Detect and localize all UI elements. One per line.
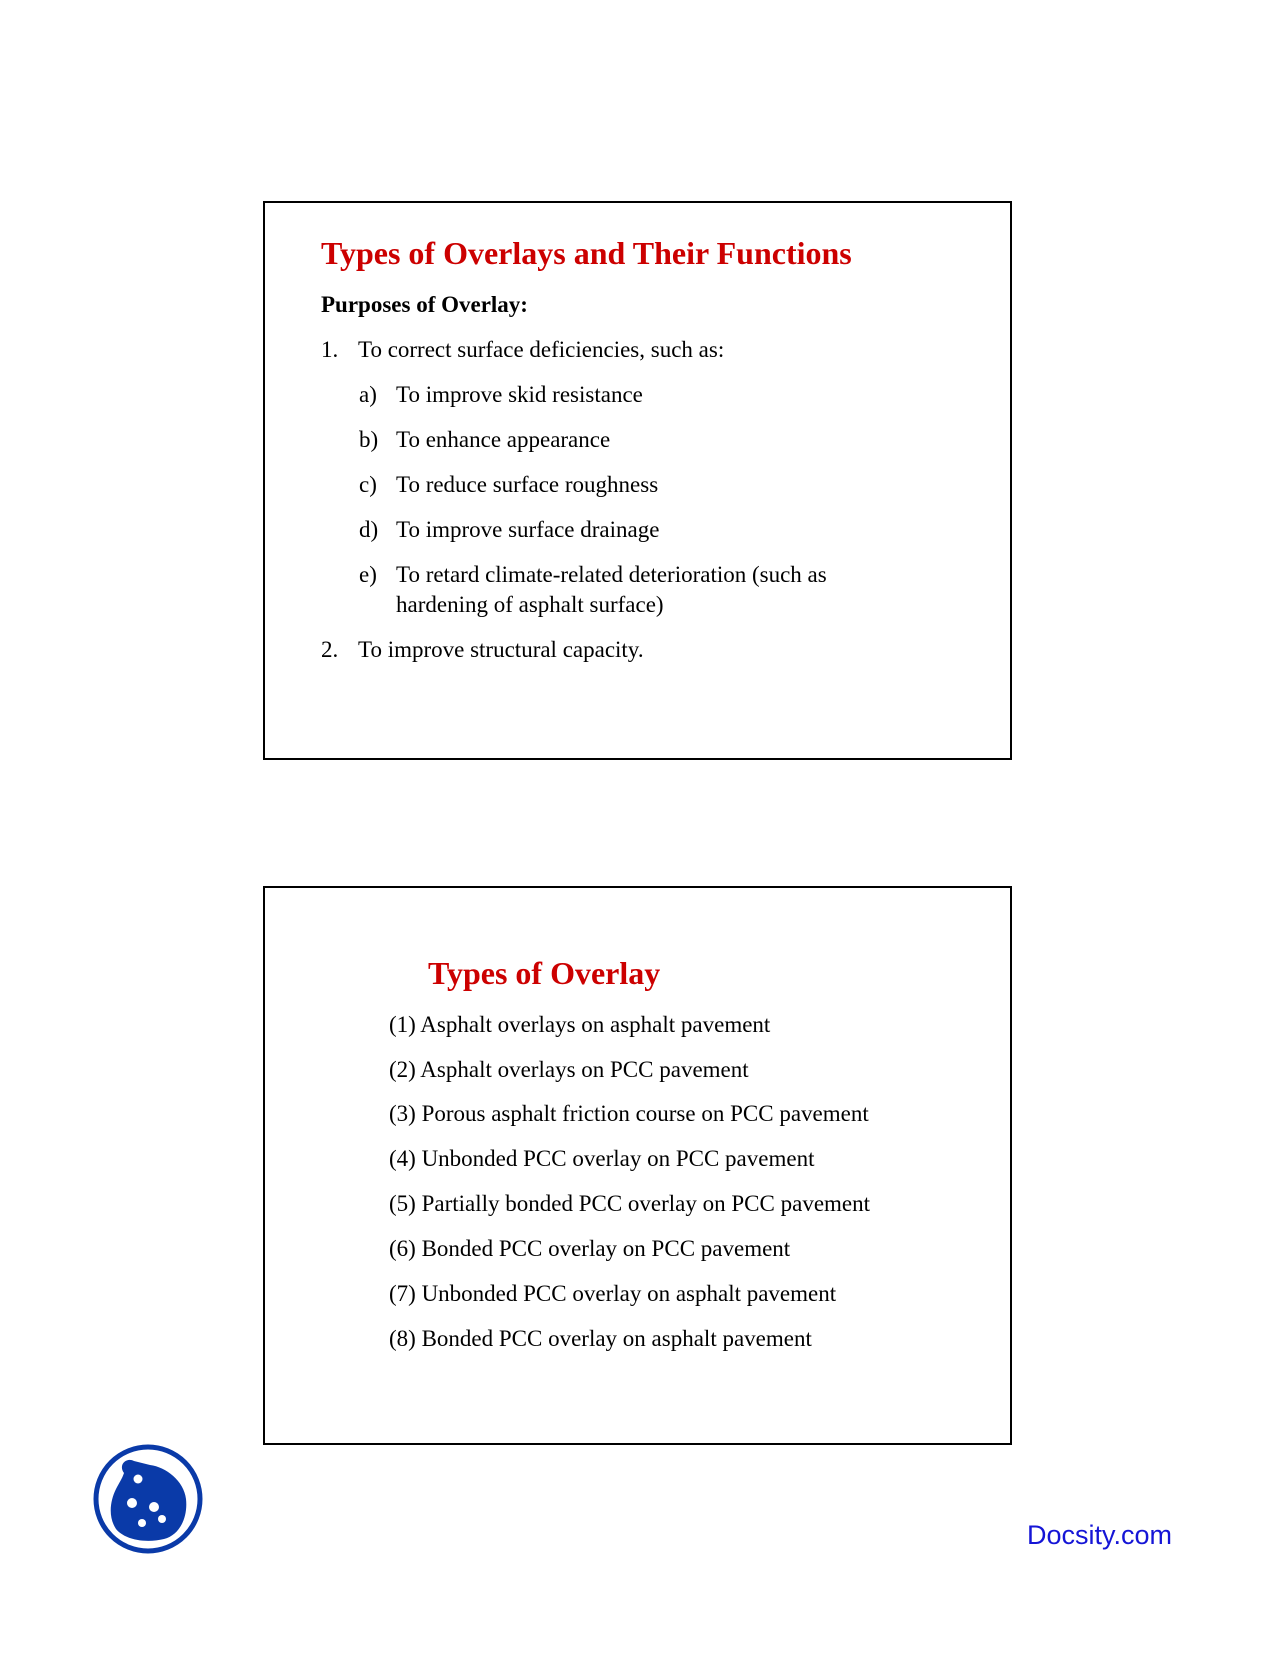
slide-title: Types of Overlays and Their Functions bbox=[321, 235, 852, 271]
purposes-heading: Purposes of Overlay: bbox=[321, 292, 528, 317]
list-text: To reduce surface roughness bbox=[396, 472, 659, 497]
list-item: (1) Asphalt overlays on asphalt pavement bbox=[389, 1012, 771, 1037]
list-item: (4) Unbonded PCC overlay on PCC pavement bbox=[389, 1146, 815, 1171]
slide-overlay-functions bbox=[263, 201, 1012, 760]
list-item bbox=[321, 635, 981, 665]
list-letter: e) bbox=[359, 562, 377, 587]
list-item bbox=[321, 335, 981, 365]
list-letter: d) bbox=[359, 517, 379, 542]
list-item bbox=[359, 560, 979, 620]
list-item: (2) Asphalt overlays on PCC pavement bbox=[389, 1057, 749, 1082]
list-letter: c) bbox=[359, 472, 377, 497]
list-text-continued: hardening of asphalt surface) bbox=[396, 592, 664, 617]
list-text: To improve skid resistance bbox=[396, 382, 643, 407]
list-item bbox=[359, 470, 979, 500]
list-text: To improve surface drainage bbox=[396, 517, 660, 542]
list-text: To correct surface deficiencies, such as: bbox=[358, 337, 725, 362]
list-text: To retard climate-related deterioration (such as bbox=[396, 562, 827, 587]
list-text: To enhance appearance bbox=[396, 427, 611, 452]
list-item: (3) Porous asphalt friction course on PCC pavement bbox=[389, 1101, 869, 1126]
list-number: 1. bbox=[321, 337, 339, 362]
slide-types-of-overlay bbox=[263, 886, 1012, 1445]
list-number: 2. bbox=[321, 637, 339, 662]
list-letter: a) bbox=[359, 382, 377, 407]
list-item bbox=[359, 425, 979, 455]
slide-title: Types of Overlay bbox=[428, 955, 661, 991]
list-item: (7) Unbonded PCC overlay on asphalt pavement bbox=[389, 1281, 837, 1306]
list-item: (5) Partially bonded PCC overlay on PCC pavement bbox=[389, 1191, 871, 1216]
list-item bbox=[359, 515, 979, 545]
list-text: To improve structural capacity. bbox=[358, 637, 644, 662]
list-item bbox=[359, 380, 979, 410]
docsity-link[interactable]: Docsity.com bbox=[1027, 1520, 1173, 1550]
list-item: (6) Bonded PCC overlay on PCC pavement bbox=[389, 1236, 791, 1261]
list-item: (8) Bonded PCC overlay on asphalt pavement bbox=[389, 1326, 812, 1351]
list-letter: b) bbox=[359, 427, 379, 452]
docsity-logo-icon bbox=[92, 1443, 204, 1555]
